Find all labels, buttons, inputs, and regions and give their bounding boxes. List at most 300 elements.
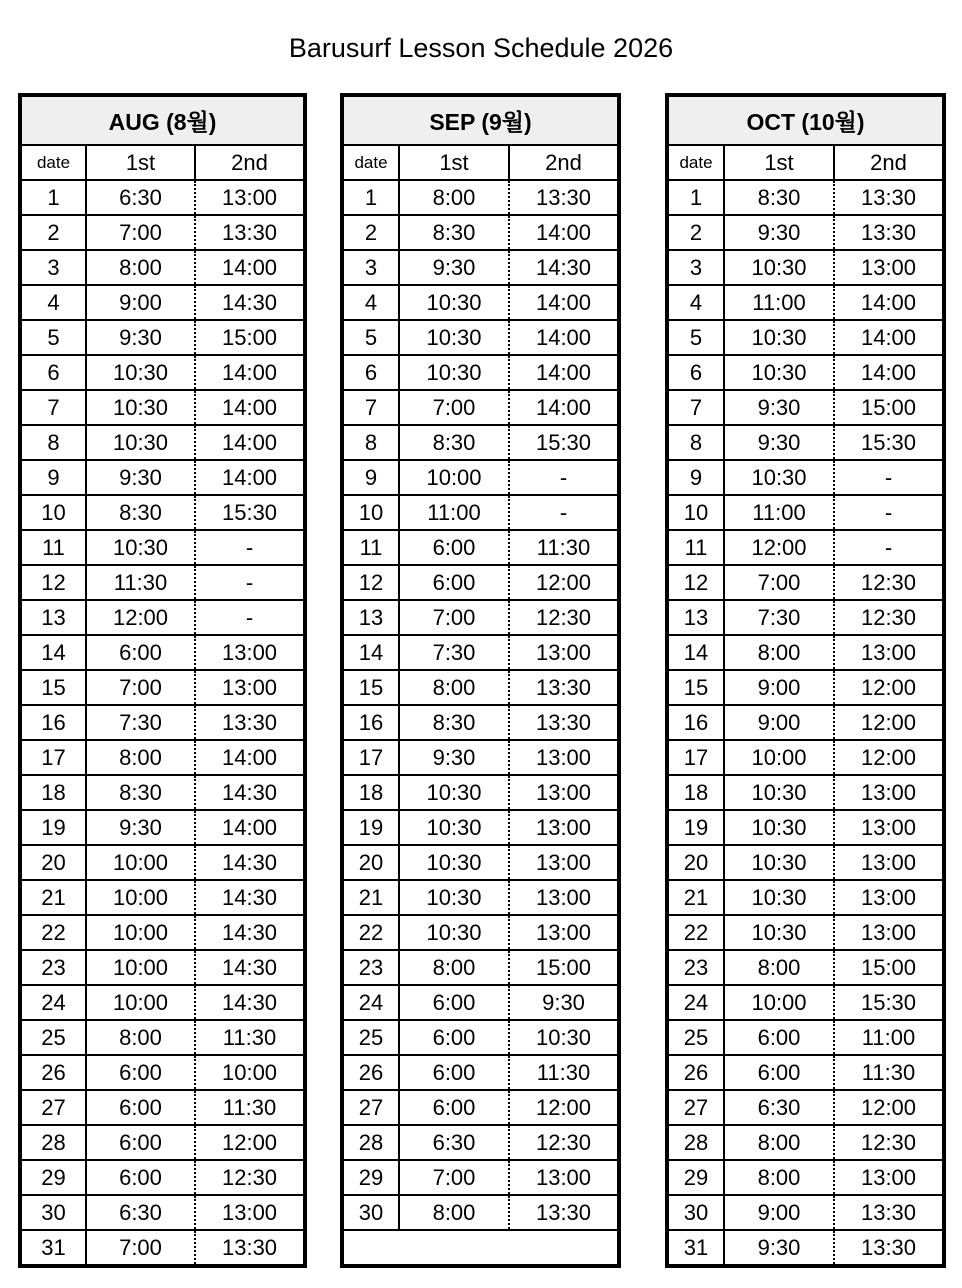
first-lesson-cell: 6:00 <box>399 1090 509 1125</box>
table-row <box>667 1160 944 1195</box>
date-cell: 24 <box>342 985 399 1020</box>
table-row <box>667 845 944 880</box>
table-row <box>667 880 944 915</box>
first-lesson-cell: 8:00 <box>724 1125 834 1160</box>
first-lesson-cell: 12:00 <box>86 600 195 635</box>
date-cell: 23 <box>667 950 724 985</box>
second-lesson-cell: 15:00 <box>834 950 944 985</box>
first-lesson-cell: 8:30 <box>399 705 509 740</box>
table-row <box>20 740 305 775</box>
table-row <box>20 985 305 1020</box>
table-row <box>342 670 619 705</box>
first-lesson-cell: 10:30 <box>724 320 834 355</box>
table-row <box>20 355 305 390</box>
table-row <box>342 1055 619 1090</box>
table-row <box>342 460 619 495</box>
table-row <box>342 390 619 425</box>
month-header: AUG (8월) <box>20 95 305 145</box>
date-cell: 26 <box>667 1055 724 1090</box>
date-cell: 25 <box>342 1020 399 1055</box>
first-lesson-cell: 8:00 <box>399 950 509 985</box>
date-cell: 23 <box>342 950 399 985</box>
table-row <box>20 670 305 705</box>
table-row <box>342 425 619 460</box>
first-lesson-cell: 10:00 <box>86 985 195 1020</box>
second-lesson-cell: 13:30 <box>509 180 619 215</box>
table-row <box>20 425 305 460</box>
date-cell: 22 <box>342 915 399 950</box>
date-cell: 11 <box>342 530 399 565</box>
table-row <box>667 635 944 670</box>
date-cell: 16 <box>667 705 724 740</box>
table-row <box>342 1125 619 1160</box>
date-cell: 30 <box>342 1195 399 1230</box>
table-row <box>342 320 619 355</box>
second-lesson-cell: 14:00 <box>195 740 305 775</box>
table-row <box>342 705 619 740</box>
table-row <box>20 320 305 355</box>
schedule-table-sep <box>340 93 621 1268</box>
table-row <box>20 880 305 915</box>
date-cell: 20 <box>20 845 86 880</box>
first-lesson-cell: 10:30 <box>86 355 195 390</box>
table-row <box>667 670 944 705</box>
table-row <box>20 1160 305 1195</box>
first-lesson-cell: 8:30 <box>399 215 509 250</box>
date-cell: 22 <box>20 915 86 950</box>
date-cell: 2 <box>20 215 86 250</box>
table-row <box>342 250 619 285</box>
date-cell: 7 <box>342 390 399 425</box>
date-cell: 1 <box>20 180 86 215</box>
table-row <box>20 950 305 985</box>
second-lesson-cell: 12:30 <box>195 1160 305 1195</box>
table-row <box>667 985 944 1020</box>
table-row <box>342 810 619 845</box>
second-lesson-cell: 13:00 <box>509 880 619 915</box>
date-cell: 10 <box>20 495 86 530</box>
table-row <box>20 1090 305 1125</box>
table-row <box>667 915 944 950</box>
second-lesson-cell: 13:00 <box>834 810 944 845</box>
second-lesson-cell: 13:30 <box>509 670 619 705</box>
first-lesson-cell: 10:30 <box>86 390 195 425</box>
first-lesson-cell: 10:30 <box>86 425 195 460</box>
first-lesson-cell: 10:30 <box>399 915 509 950</box>
first-lesson-cell: 10:30 <box>724 915 834 950</box>
table-row <box>667 250 944 285</box>
date-cell: 5 <box>20 320 86 355</box>
table-row <box>20 530 305 565</box>
second-lesson-cell: 11:30 <box>195 1090 305 1125</box>
second-lesson-cell: 13:00 <box>195 1195 305 1230</box>
second-lesson-cell: 9:30 <box>509 985 619 1020</box>
second-lesson-cell: 13:30 <box>221 1234 278 1260</box>
date-cell: 18 <box>667 775 724 810</box>
date-cell: 8 <box>20 425 86 460</box>
date-cell: 13 <box>20 600 86 635</box>
second-lesson-cell: 14:00 <box>195 355 305 390</box>
date-cell: 20 <box>342 845 399 880</box>
date-cell: 19 <box>667 810 724 845</box>
second-lesson-cell: 14:00 <box>195 250 305 285</box>
table-row <box>20 600 305 635</box>
second-lesson-cell: 12:00 <box>834 1090 944 1125</box>
table-row <box>342 635 619 670</box>
column-header-1st: 1st <box>399 145 509 180</box>
date-cell: 23 <box>20 950 86 985</box>
table-row <box>342 775 619 810</box>
table-row <box>20 250 305 285</box>
second-lesson-cell: 13:00 <box>509 845 619 880</box>
date-cell: 28 <box>342 1125 399 1160</box>
second-lesson-cell: 14:00 <box>195 460 305 495</box>
date-cell: 14 <box>667 635 724 670</box>
date-cell: 6 <box>667 355 724 390</box>
second-lesson-cell: 11:30 <box>195 1020 305 1055</box>
first-lesson-cell: 9:00 <box>724 705 834 740</box>
date-cell: 8 <box>667 425 724 460</box>
date-cell: 13 <box>667 600 724 635</box>
table-row <box>667 215 944 250</box>
table-row <box>667 425 944 460</box>
second-lesson-cell: - <box>834 495 944 530</box>
first-lesson-cell: 6:30 <box>86 1195 195 1230</box>
first-lesson-cell: 6:00 <box>86 1055 195 1090</box>
date-cell: 27 <box>20 1090 86 1125</box>
second-lesson-cell: 11:30 <box>509 530 619 565</box>
second-lesson-cell: 10:00 <box>195 1055 305 1090</box>
date-cell: 3 <box>667 250 724 285</box>
first-lesson-cell: 10:30 <box>724 775 834 810</box>
table-row <box>667 495 944 530</box>
first-lesson-cell: 11:00 <box>724 495 834 530</box>
date-cell: 4 <box>20 285 86 320</box>
second-lesson-cell: 15:00 <box>195 320 305 355</box>
first-lesson-cell: 8:00 <box>399 670 509 705</box>
table-row <box>667 565 944 600</box>
first-lesson-cell: 8:00 <box>399 180 509 215</box>
first-lesson-cell: 6:00 <box>399 1055 509 1090</box>
table-row <box>342 180 619 215</box>
table-row <box>667 285 944 320</box>
first-lesson-cell: 6:00 <box>399 565 509 600</box>
table-row <box>342 285 619 320</box>
second-lesson-cell: 14:00 <box>834 320 944 355</box>
second-lesson-cell: 13:30 <box>834 180 944 215</box>
table-row <box>342 565 619 600</box>
second-lesson-cell: 15:30 <box>834 985 944 1020</box>
table-row <box>667 180 944 215</box>
table-row <box>20 1020 305 1055</box>
first-lesson-cell: 7:00 <box>399 1160 509 1195</box>
first-lesson-cell: 8:00 <box>724 950 834 985</box>
table-row <box>20 215 305 250</box>
second-lesson-cell: - <box>195 530 305 565</box>
second-lesson-cell: 13:30 <box>834 1195 944 1230</box>
date-cell: 9 <box>20 460 86 495</box>
first-lesson-cell: 8:00 <box>724 1160 834 1195</box>
second-lesson-cell: 11:30 <box>834 1055 944 1090</box>
table-row <box>667 810 944 845</box>
table-row <box>20 635 305 670</box>
second-lesson-cell: 12:00 <box>509 1090 619 1125</box>
second-lesson-cell: 13:00 <box>509 775 619 810</box>
second-lesson-cell: 13:00 <box>509 635 619 670</box>
first-lesson-cell: 10:00 <box>724 985 834 1020</box>
second-lesson-cell: 14:30 <box>195 950 305 985</box>
first-lesson-cell: 9:30 <box>399 740 509 775</box>
date-cell: 28 <box>20 1125 86 1160</box>
first-lesson-cell: 6:00 <box>724 1055 834 1090</box>
date-cell: 24 <box>20 985 86 1020</box>
column-header-date: date <box>342 145 399 180</box>
first-lesson-cell: 10:00 <box>86 845 195 880</box>
column-header-1st: 1st <box>86 145 195 180</box>
first-lesson-cell: 8:00 <box>86 250 195 285</box>
date-cell: 16 <box>342 705 399 740</box>
table-row <box>20 390 305 425</box>
date-cell: 29 <box>342 1160 399 1195</box>
date-cell: 29 <box>20 1160 86 1195</box>
first-lesson-cell: 10:00 <box>86 880 195 915</box>
date-cell: 2 <box>667 215 724 250</box>
second-lesson-cell: 13:00 <box>834 635 944 670</box>
date-cell: 4 <box>342 285 399 320</box>
second-lesson-cell: 13:00 <box>195 635 305 670</box>
first-lesson-cell: 9:30 <box>724 215 834 250</box>
second-lesson-cell: 14:30 <box>195 775 305 810</box>
table-row <box>20 1195 305 1230</box>
first-lesson-cell: 7:00 <box>86 1230 195 1266</box>
first-lesson-cell: 10:00 <box>724 740 834 775</box>
second-lesson-cell: 13:00 <box>834 250 944 285</box>
first-lesson-cell: 6:00 <box>86 1160 195 1195</box>
first-lesson-cell: 6:00 <box>86 1125 195 1160</box>
second-lesson-cell: 14:30 <box>195 285 305 320</box>
second-lesson-cell: 13:00 <box>834 915 944 950</box>
second-lesson-cell: 12:00 <box>834 670 944 705</box>
table-row <box>20 775 305 810</box>
second-lesson-cell: 15:30 <box>509 425 619 460</box>
table-row <box>20 705 305 740</box>
first-lesson-cell: 9:00 <box>86 285 195 320</box>
schedule-table-oct <box>665 93 946 1268</box>
month-header: OCT (10월) <box>667 95 944 145</box>
second-lesson-cell: 14:00 <box>195 810 305 845</box>
second-lesson-cell: - <box>509 460 619 495</box>
second-lesson-cell: 14:00 <box>834 355 944 390</box>
date-cell: 4 <box>667 285 724 320</box>
second-lesson-cell: 13:30 <box>834 215 944 250</box>
date-cell: 19 <box>342 810 399 845</box>
first-lesson-cell: 11:00 <box>399 495 509 530</box>
table-row <box>667 1020 944 1055</box>
second-lesson-cell: 12:00 <box>834 740 944 775</box>
date-cell: 20 <box>667 845 724 880</box>
first-lesson-cell: 7:30 <box>86 705 195 740</box>
date-cell: 3 <box>342 250 399 285</box>
second-lesson-cell: 12:30 <box>509 1125 619 1160</box>
month-header: SEP (9월) <box>342 95 619 145</box>
table-row <box>20 180 305 215</box>
second-lesson-cell: 13:00 <box>509 915 619 950</box>
date-cell: 11 <box>667 530 724 565</box>
table-row <box>667 1125 944 1160</box>
table-row <box>667 1090 944 1125</box>
first-lesson-cell: 11:00 <box>724 285 834 320</box>
date-cell: 1 <box>667 180 724 215</box>
first-lesson-cell: 6:30 <box>399 1125 509 1160</box>
first-lesson-cell: 10:30 <box>399 810 509 845</box>
second-lesson-cell: 14:30 <box>195 985 305 1020</box>
date-cell: 12 <box>342 565 399 600</box>
date-cell: 5 <box>667 320 724 355</box>
table-row <box>667 950 944 985</box>
second-lesson-cell: 11:00 <box>834 1020 944 1055</box>
first-lesson-cell: 8:00 <box>399 1195 509 1230</box>
date-cell: 25 <box>20 1020 86 1055</box>
date-cell: 7 <box>667 390 724 425</box>
date-cell: 21 <box>667 880 724 915</box>
first-lesson-cell: 10:30 <box>724 845 834 880</box>
first-lesson-cell: 10:30 <box>399 845 509 880</box>
first-lesson-cell: 12:00 <box>724 530 834 565</box>
first-lesson-cell: 8:30 <box>399 425 509 460</box>
table-row <box>667 1230 944 1266</box>
first-lesson-cell: 10:00 <box>399 460 509 495</box>
second-lesson-cell: 14:00 <box>509 320 619 355</box>
table-row <box>342 1090 619 1125</box>
second-lesson-cell: 13:00 <box>509 1160 619 1195</box>
second-lesson-cell: 13:30 <box>509 705 619 740</box>
first-lesson-cell: 10:30 <box>724 355 834 390</box>
second-lesson-cell: 14:30 <box>195 880 305 915</box>
table-row <box>20 845 305 880</box>
empty-cell <box>342 1230 619 1266</box>
table-row <box>667 355 944 390</box>
table-row <box>20 1125 305 1160</box>
second-lesson-cell: 14:00 <box>509 355 619 390</box>
date-cell: 31 <box>20 1230 86 1266</box>
second-lesson-cell: - <box>834 460 944 495</box>
second-lesson-cell: - <box>195 600 305 635</box>
second-lesson-cell: 12:00 <box>195 1125 305 1160</box>
page-title: Barusurf Lesson Schedule 2026 <box>288 33 674 63</box>
date-cell: 8 <box>342 425 399 460</box>
first-lesson-cell: 10:30 <box>86 530 195 565</box>
table-row <box>667 320 944 355</box>
second-lesson-cell: 14:30 <box>195 915 305 950</box>
date-cell: 2 <box>342 215 399 250</box>
date-cell: 17 <box>342 740 399 775</box>
table-row <box>667 775 944 810</box>
first-lesson-cell: 7:00 <box>86 215 195 250</box>
date-cell: 9 <box>342 460 399 495</box>
second-lesson-cell: 12:30 <box>834 1125 944 1160</box>
second-lesson-cell: 12:00 <box>834 705 944 740</box>
first-lesson-cell: 6:00 <box>399 530 509 565</box>
first-lesson-cell: 9:00 <box>724 670 834 705</box>
first-lesson-cell: 8:30 <box>86 495 195 530</box>
second-lesson-cell: - <box>509 495 619 530</box>
date-cell: 7 <box>20 390 86 425</box>
column-header-date: date <box>667 145 724 180</box>
second-lesson-cell: 14:00 <box>509 215 619 250</box>
first-lesson-cell: 9:30 <box>724 390 834 425</box>
date-cell: 22 <box>667 915 724 950</box>
first-lesson-cell: 10:30 <box>724 880 834 915</box>
second-lesson-cell: 13:00 <box>834 880 944 915</box>
date-cell: 10 <box>667 495 724 530</box>
second-lesson-cell: 13:30 <box>509 1195 619 1230</box>
table-row <box>342 530 619 565</box>
first-lesson-cell: 10:30 <box>724 250 834 285</box>
table-row <box>20 810 305 845</box>
second-lesson-cell: 13:00 <box>509 810 619 845</box>
first-lesson-cell: 10:30 <box>724 810 834 845</box>
first-lesson-cell: 9:30 <box>724 1230 834 1266</box>
date-cell: 30 <box>20 1195 86 1230</box>
table-row <box>667 390 944 425</box>
first-lesson-cell: 10:30 <box>724 460 834 495</box>
table-row <box>667 460 944 495</box>
first-lesson-cell: 8:00 <box>86 1020 195 1055</box>
table-row <box>342 1160 619 1195</box>
second-lesson-cell: - <box>195 565 305 600</box>
date-cell: 14 <box>20 635 86 670</box>
first-lesson-cell: 7:00 <box>399 600 509 635</box>
first-lesson-cell: 6:00 <box>399 1020 509 1055</box>
second-lesson-cell: 14:30 <box>195 845 305 880</box>
table-row <box>667 740 944 775</box>
second-lesson-cell: 14:00 <box>195 425 305 460</box>
date-cell: 15 <box>667 670 724 705</box>
column-header-2nd: 2nd <box>509 145 619 180</box>
first-lesson-cell: 11:30 <box>86 565 195 600</box>
table-row <box>342 985 619 1020</box>
first-lesson-cell: 9:30 <box>724 425 834 460</box>
first-lesson-cell: 10:30 <box>399 320 509 355</box>
first-lesson-cell: 10:30 <box>399 880 509 915</box>
table-row <box>342 845 619 880</box>
date-cell: 9 <box>667 460 724 495</box>
first-lesson-cell: 10:00 <box>86 950 195 985</box>
second-lesson-cell: 15:30 <box>834 425 944 460</box>
second-lesson-cell: 13:30 <box>195 215 305 250</box>
first-lesson-cell: 7:00 <box>399 390 509 425</box>
date-cell: 11 <box>20 530 86 565</box>
date-cell: 18 <box>20 775 86 810</box>
first-lesson-cell: 9:30 <box>399 250 509 285</box>
first-lesson-cell: 6:00 <box>86 1090 195 1125</box>
table-row <box>342 495 619 530</box>
first-lesson-cell: 9:30 <box>86 810 195 845</box>
date-cell: 30 <box>667 1195 724 1230</box>
first-lesson-cell: 8:30 <box>724 180 834 215</box>
date-cell: 15 <box>342 670 399 705</box>
second-lesson-cell: 13:00 <box>834 845 944 880</box>
table-row <box>667 705 944 740</box>
second-lesson-cell: 14:00 <box>834 285 944 320</box>
table-row <box>20 915 305 950</box>
first-lesson-cell: 8:00 <box>724 635 834 670</box>
second-lesson-cell: 14:00 <box>509 285 619 320</box>
second-lesson-cell: 15:00 <box>509 950 619 985</box>
date-cell: 21 <box>20 880 86 915</box>
first-lesson-cell: 7:30 <box>724 600 834 635</box>
second-lesson-cell: 12:30 <box>834 600 944 635</box>
